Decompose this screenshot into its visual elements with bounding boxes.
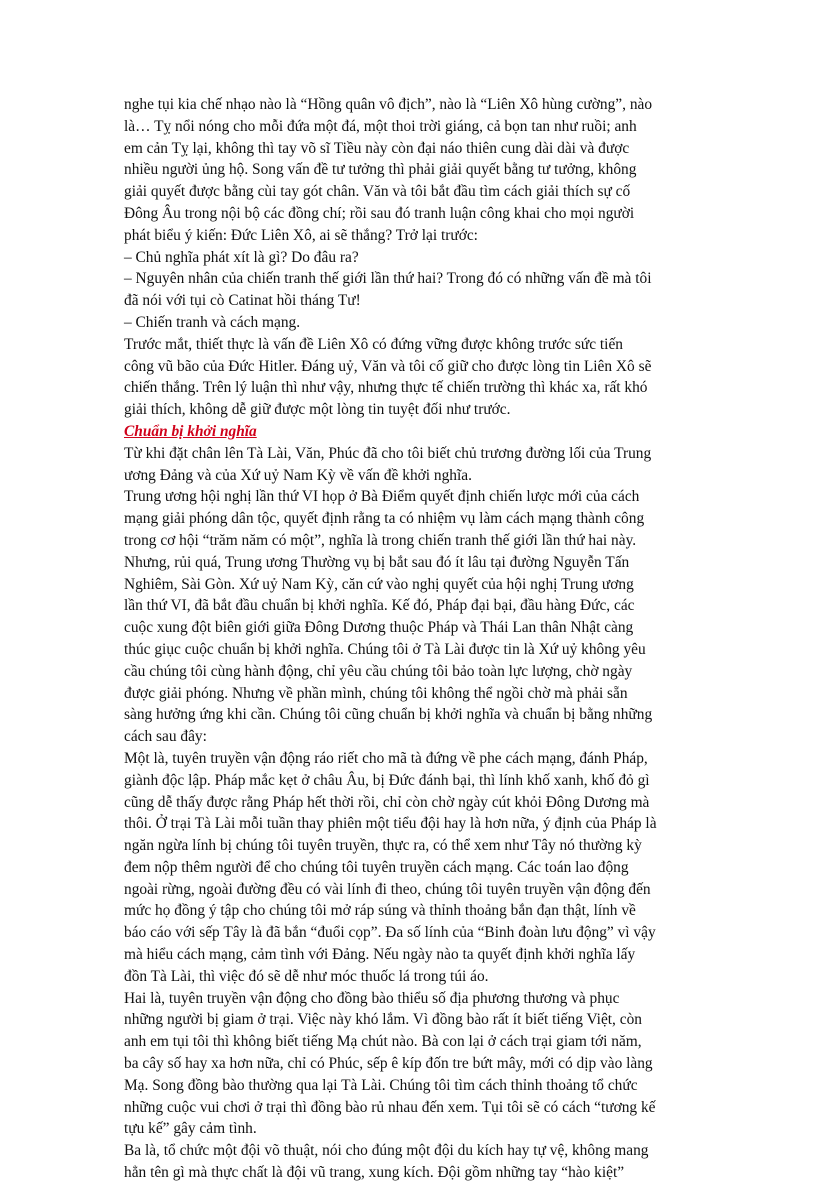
document-page — [124, 94, 696, 1184]
text-line: Nhưng, rủi quá, Trung ương Thường vụ bị bắt sau đó ít lâu tại đường Nguyễn Tấn — [124, 553, 630, 571]
text-line: mạng giải phóng dân tộc, quyết định rằng ta có nhiệm vụ làm cách mạng thành công — [124, 510, 645, 528]
text-line: giải quyết được bằng cùi tay gót chân. Văn và tôi bắt đầu tìm cách giải thích sự cố — [124, 183, 631, 201]
text-line: – Nguyên nhân của chiến tranh thế giới lần thứ hai? Trong đó có những vấn đề mà tôi — [124, 270, 652, 288]
text-line: đã nói với tụi cò Catinat hồi tháng Tư! — [124, 292, 361, 310]
text-line: Trước mắt, thiết thực là vấn đề Liên Xô có đứng vững được không trước sức tiến — [124, 335, 623, 353]
text-line: Hai là, tuyên truyền vận động cho đồng bào thiểu số địa phương thương và phục — [124, 989, 620, 1007]
text-line: tựu kế” gây cảm tình. — [124, 1120, 257, 1138]
text-line: cầu chúng tôi cùng hành động, chỉ yêu cầu chúng tôi bảo toàn lực lượng, chờ ngày — [124, 662, 633, 680]
text-line: hẳn tên gì mà thực chất là đội vũ trang, xung kích. Đội gồm những tay “hào kiệt” — [124, 1164, 625, 1182]
text-line: giành độc lập. Pháp mắc kẹt ở châu Âu, bị Đức đánh bại, thì lính khố xanh, khố đỏ gì — [124, 771, 650, 789]
text-line: phát biểu ý kiến: Đức Liên Xô, ai sẽ thắng? Trở lại trước: — [124, 226, 478, 244]
text-line: công vũ bão của Đức Hitler. Đáng uỷ, Văn và tôi cố giữ cho được lòng tin Liên Xô sẽ — [124, 357, 652, 375]
text-line: cuộc xung đột biên giới giữa Đông Dương thuộc Pháp và Thái Lan thân Nhật càng — [124, 619, 634, 637]
text-line: Mạ. Song đồng bào thường qua lại Tà Lài. Chúng tôi tìm cách thỉnh thoảng tổ chức — [124, 1076, 638, 1094]
text-line: nghe tụi kia chế nhạo nào là “Hồng quân vô địch”, nào là “Liên Xô hùng cường”, nào — [124, 96, 653, 113]
text-line: thôi. Ở trại Tà Lài mỗi tuần thay phiên một tiểu đội hay là hơn nữa, ý định của Pháp là — [124, 815, 657, 833]
text-line: mức họ đồng ý tập cho chúng tôi mở ráp súng và thỉnh thoảng bắn đạn thật, lính về — [124, 902, 636, 920]
text-line: báo cáo với sếp Tây là đã bắn “đuổi cọp”. Đa số lính của “Binh đoàn lưu động” vì vậy — [124, 924, 656, 942]
text-line: mà hiểu cách mạng, cảm tình với Đảng. Nếu ngày nào ta quyết định khởi nghĩa lấy — [124, 946, 636, 964]
text-line: – Chủ nghĩa phát xít là gì? Do đâu ra? — [124, 248, 359, 266]
text-line: ngăn ngừa lính bị chúng tôi tuyên truyền, thực ra, có thể xem như Tây nó thường kỳ — [124, 837, 642, 855]
text-line: Một là, tuyên truyền vận động ráo riết cho mã tà đứng về phe cách mạng, đánh Pháp, — [124, 749, 648, 767]
text-line: là… Tỵ nổi nóng cho mỗi đứa một đá, một thoi trời giáng, cả bọn tan như ruồi; anh — [124, 117, 637, 135]
text-line: – Chiến tranh và cách mạng. — [124, 313, 301, 331]
text-line: nhiều người ủng hộ. Song vấn đề tư tưởng thì phải giải quyết bằng tư tưởng, không — [124, 161, 637, 179]
text-line: Đông Âu trong nội bộ các đồng chí; rồi sau đó tranh luận công khai cho mọi người — [124, 204, 635, 222]
text-line: ương Đảng và của Xứ uỷ Nam Kỳ về vấn đề khởi nghĩa. — [124, 466, 472, 484]
text-line: Trung ương hội nghị lần thứ VI họp ở Bà Điểm quyết định chiến lược mới của cách — [124, 488, 640, 506]
section-heading: Chuẩn bị khởi nghĩa — [124, 422, 257, 440]
text-line: anh em tụi tôi thì không biết tiếng Mạ chút nào. Bà con lại ở cách trại giam tới năm, — [124, 1033, 642, 1051]
text-line: cách sau đây: — [124, 728, 207, 746]
text-line: đem nộp thêm người để cho chúng tôi tuyên truyền cách mạng. Các toán lao động — [124, 858, 629, 876]
text-line: em cản Tỵ lại, không thì tay võ sĩ Tiều này còn đại náo thiên cung dài dài và được — [124, 139, 630, 157]
text-line: những người bị giam ở trại. Việc này khó lắm. Vì đồng bào rất ít biết tiếng Việt, còn — [124, 1011, 642, 1029]
text-line: những cuộc vui chơi ở trại thì đồng bào rủ nhau đến xem. Tụi tôi sẽ có cách “tương kế — [124, 1098, 656, 1116]
intro-paragraphs — [124, 94, 696, 421]
text-line: thúc giục cuộc chuẩn bị khởi nghĩa. Chúng tôi ở Tà Lài được tin là Xứ uỷ không yêu — [124, 640, 646, 658]
text-line: cũng dễ thấy được rằng Pháp hết thời rồi, chỉ còn chờ ngày cút khỏi Đông Dương mà — [124, 793, 650, 811]
text-line: trong cơ hội “trăm năm có một”, nghĩa là trong chiến tranh thế giới lần thứ hai này. — [124, 531, 637, 549]
body-paragraphs — [124, 443, 696, 1184]
text-line: sàng hưởng ứng khi cần. Chúng tôi cũng chuẩn bị khởi nghĩa và chuẩn bị bằng những — [124, 706, 653, 724]
text-line: giải thích, không dễ giữ được một lòng tin tuyệt đối như trước. — [124, 401, 511, 419]
text-line: ba cây số hay xa hơn nữa, chỉ có Phúc, sếp ê kíp đốn tre bứt mây, mới có dịp vào làng — [124, 1055, 653, 1073]
text-line: được giải phóng. Nhưng về phần mình, chúng tôi không thể ngồi chờ mà phải sẵn — [124, 684, 628, 702]
text-line: Nghiêm, Sài Gòn. Xứ uỷ Nam Kỳ, căn cứ vào nghị quyết của hội nghị Trung ương — [124, 575, 634, 593]
text-line: Ba là, tổ chức một đội võ thuật, nói cho đúng một đội du kích hay tự vệ, không mang — [124, 1142, 649, 1160]
text-line: đồn Tà Lài, thì việc đó sẽ dễ như móc thuốc lá trong túi áo. — [124, 967, 489, 985]
text-line: lần thứ VI, đã bắt đầu chuẩn bị khởi nghĩa. Kế đó, Pháp đại bại, đầu hàng Đức, các — [124, 597, 635, 615]
text-line: Từ khi đặt chân lên Tà Lài, Văn, Phúc đã cho tôi biết chủ trương đường lối của Trung — [124, 444, 652, 462]
text-line: ngoài rừng, ngoài đường đều có vài lính đi theo, chúng tôi tuyên truyền vận động đến — [124, 880, 651, 898]
text-line: chiến thắng. Trên lý luận thì như vậy, nhưng thực tế chiến trường thì khác xa, rất khó — [124, 379, 648, 397]
